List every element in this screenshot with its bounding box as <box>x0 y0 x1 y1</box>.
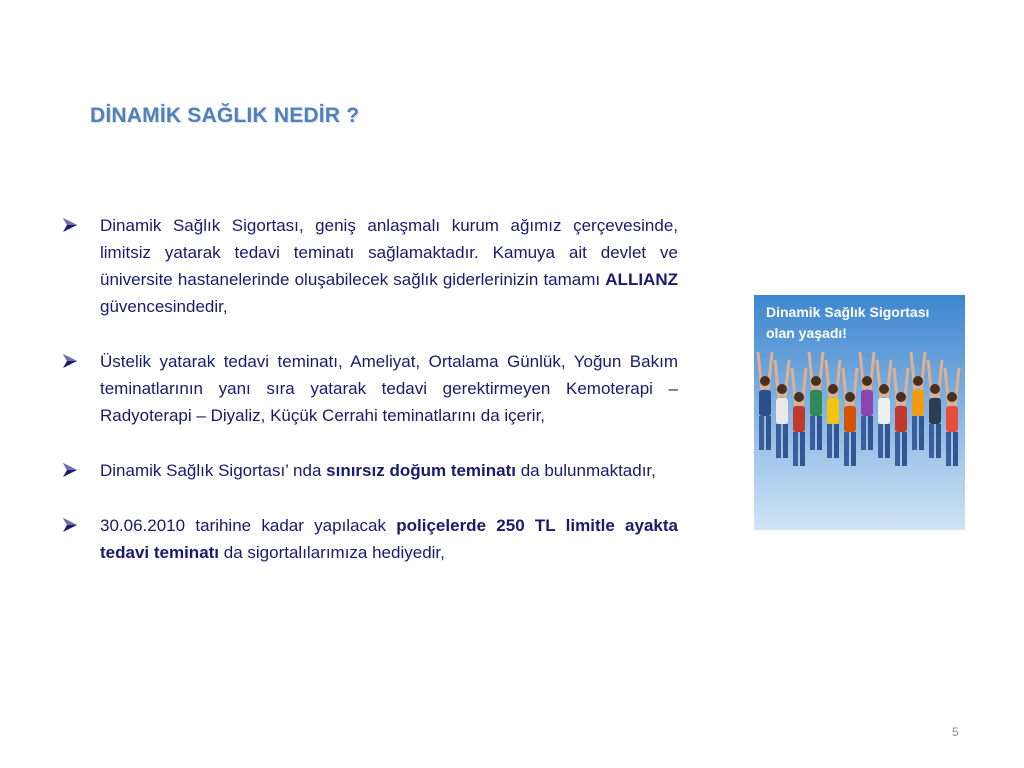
promo-image <box>754 295 965 530</box>
bullet-text: da sigortalılarımıza hediyedir, <box>219 543 445 562</box>
image-caption-line1: Dinamik Sağlık Sigortası <box>766 304 930 320</box>
bullet-text: da bulunmaktadır, <box>516 461 656 480</box>
slide-title: DİNAMİK SAĞLIK NEDİR ? <box>90 104 360 127</box>
bullet-text-bold: sınırsız doğum teminatı <box>326 461 516 480</box>
page-number: 5 <box>952 725 959 739</box>
arrow-bullet-icon <box>62 353 78 369</box>
bullet-item <box>62 512 678 566</box>
bullet-list <box>62 212 678 594</box>
arrow-bullet-icon <box>62 462 78 478</box>
image-caption-line2: olan yaşadı! <box>766 325 847 341</box>
bullet-item <box>62 348 678 429</box>
bullet-item <box>62 212 678 320</box>
arrow-bullet-icon <box>62 217 78 233</box>
bullet-text: 30.06.2010 tarihine kadar yapılacak <box>100 516 397 535</box>
bullet-text: Üstelik yatarak tedavi teminatı, Ameliyat, Ortalama Günlük, Yoğun Bakım teminatlarının yanı sıra yatarak tedavi gerektirmeyen Kemoterapi – Radyoterapi – Diyaliz, Küçük Cerrahi teminatlarını da içerir, <box>100 352 678 425</box>
arrow-bullet-icon <box>62 517 78 533</box>
bullet-text: Dinamik Sağlık Sigortası’ nda <box>100 461 327 480</box>
bullet-text: güvencesindedir, <box>100 297 228 316</box>
bullet-text-bold: poliçelerde 250 TL limitle ayakta tedavi teminatı <box>100 516 678 562</box>
bullet-text-bold: ALLIANZ <box>605 270 678 289</box>
bullet-text: Dinamik Sağlık Sigortası, geniş anlaşmalı kurum ağımız çerçevesinde, limitsiz yatarak tedavi teminatı sağlamaktadır. Kamuya ait devlet ve üniversite hastanelerinde oluşabilecek sağlık giderlerinizin tamamı <box>100 216 678 289</box>
bullet-item <box>62 457 678 484</box>
